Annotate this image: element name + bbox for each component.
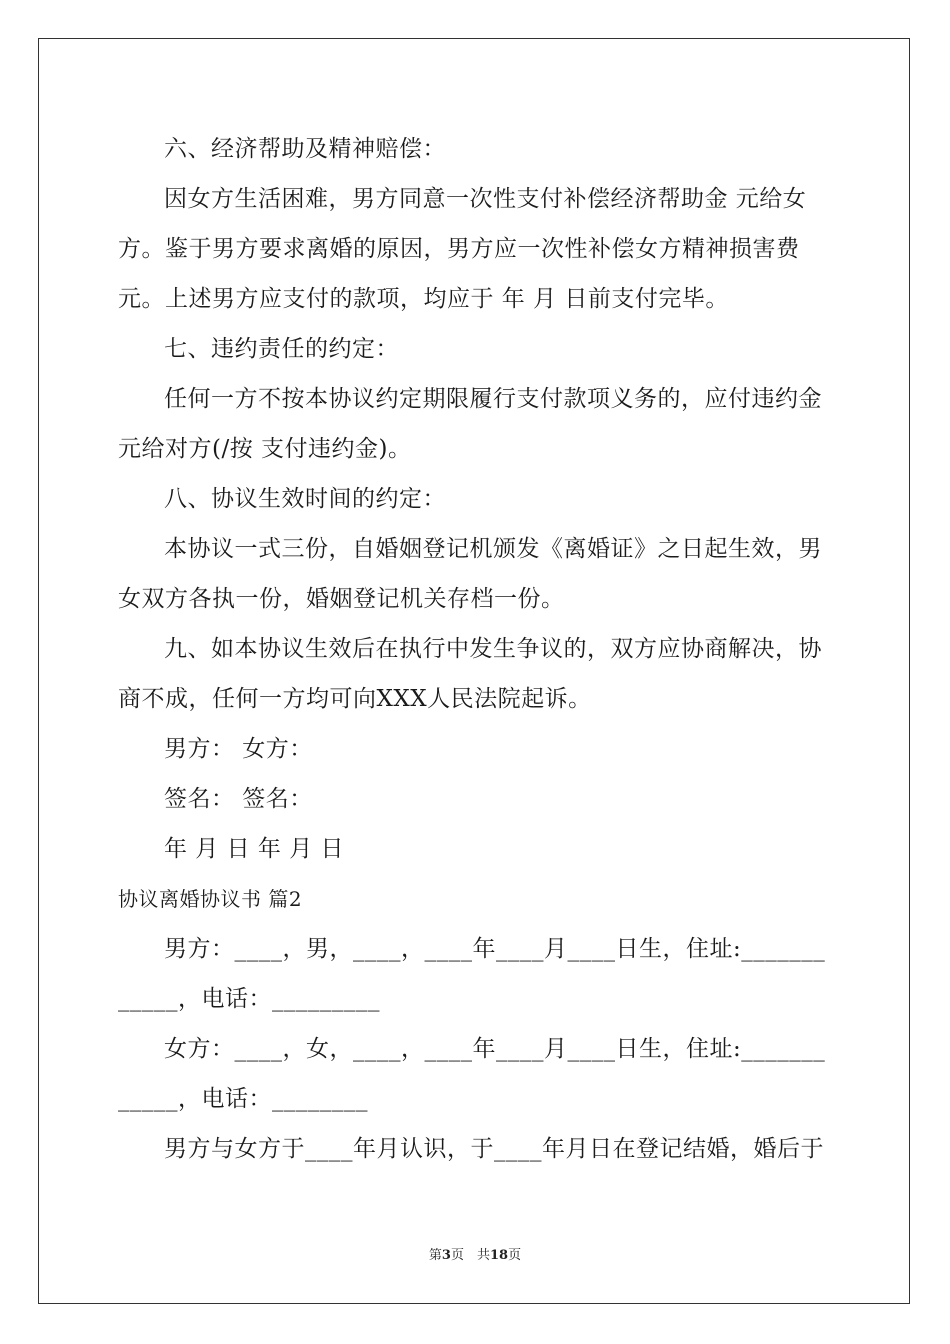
paragraph-line: 方。鉴于男方要求离婚的原因，男方应一次性补偿女方精神损害费: [118, 236, 800, 262]
footer-prefix: 第: [428, 1248, 442, 1263]
total-page-count: 18: [489, 1248, 509, 1263]
party-labels: 男方： 女方：: [164, 736, 313, 762]
agreement-title: 协议离婚协议书 篇2: [118, 887, 303, 911]
page-footer: [0, 1244, 950, 1263]
female-party-phone: _____，电话：________: [118, 1086, 368, 1112]
paragraph-line: 本协议一式三份，自婚姻登记机颁发《离婚证》之日起生效，男: [164, 536, 822, 562]
section-heading-breach: 七、违约责任的约定：: [164, 336, 399, 362]
male-party-info: 男方：____，男，____，____年____月____日生，住址:_______: [164, 936, 826, 962]
paragraph-line: 元给对方(/按 支付违约金)。: [118, 436, 412, 462]
date-labels: 年 月 日 年 月 日: [164, 836, 345, 862]
current-page-number: 3: [441, 1248, 451, 1263]
paragraph-line: 男方与女方于____年月认识，于____年月日在登记结婚，婚后于: [164, 1136, 824, 1162]
paragraph-line: 元。上述男方应支付的款项，均应于 年 月 日前支付完毕。: [118, 286, 729, 312]
section-heading-effective: 八、协议生效时间的约定：: [164, 486, 446, 512]
signature-labels: 签名： 签名：: [164, 786, 313, 812]
paragraph-line: 商不成，任何一方均可向XXX人民法院起诉。: [118, 686, 592, 712]
footer-suffix: 页: [508, 1248, 522, 1263]
footer-middle: 页 共: [450, 1248, 490, 1263]
male-party-phone: _____，电话：_________: [118, 986, 380, 1012]
document-body: [118, 124, 834, 1174]
paragraph-line: 九、如本协议生效后在执行中发生争议的，双方应协商解决，协: [164, 636, 822, 662]
paragraph-line: 女双方各执一份，婚姻登记机关存档一份。: [118, 586, 565, 612]
female-party-info: 女方：____，女，____，____年____月____日生，住址:_______: [164, 1036, 826, 1062]
paragraph-line: 任何一方不按本协议约定期限履行支付款项义务的，应付违约金: [164, 386, 822, 412]
paragraph-line: 因女方生活困难，男方同意一次性支付补偿经济帮助金 元给女: [164, 186, 807, 212]
section-heading-economic-help: 六、经济帮助及精神赔偿：: [164, 136, 446, 162]
